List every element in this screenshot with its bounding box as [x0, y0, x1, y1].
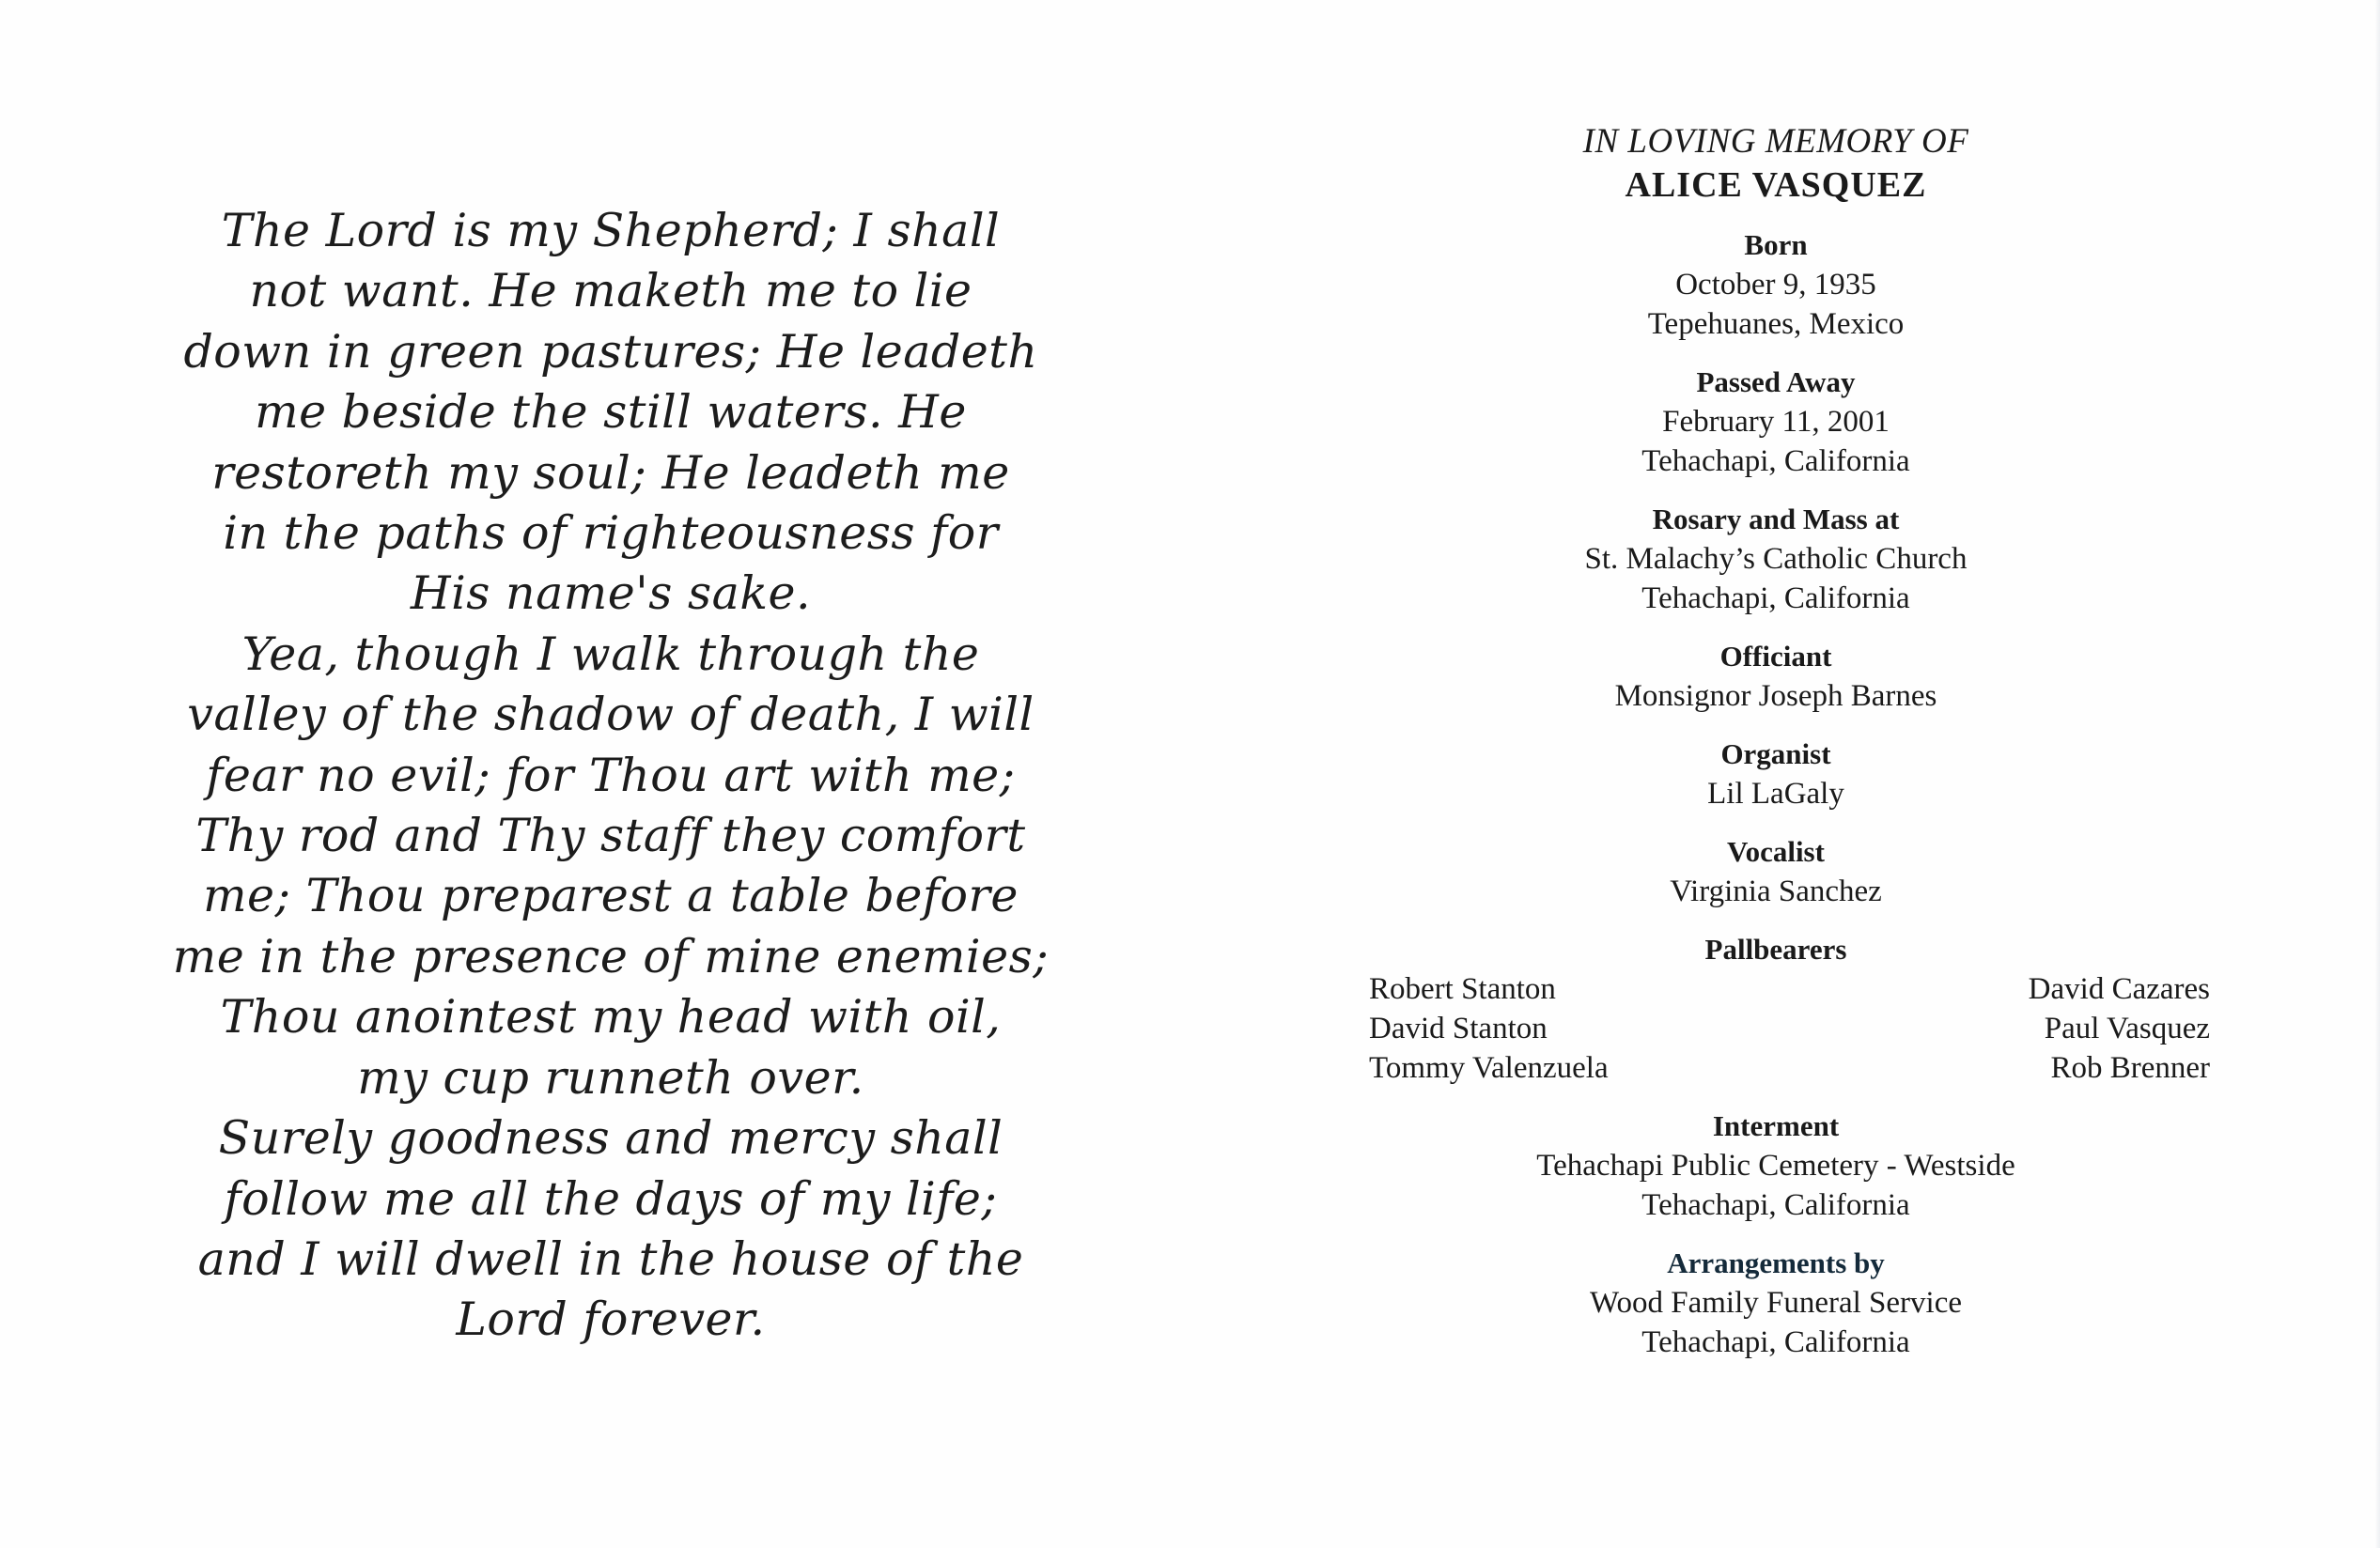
pallbearers-left-column	[1369, 969, 1609, 1088]
deceased-name: ALICE VASQUEZ	[1625, 165, 1927, 205]
pallbearers-right-column	[2029, 969, 2210, 1088]
psalm-line: Lord forever.	[456, 1293, 766, 1347]
officiant-name: Monsignor Joseph Barnes	[1614, 679, 1937, 713]
psalm-line: Thy rod and Thy staff they comfort	[195, 809, 1026, 863]
service-venue: St. Malachy’s Catholic Church	[1584, 542, 1968, 576]
vocalist-section	[1344, 832, 2208, 911]
vocalist-heading: Vocalist	[1727, 835, 1825, 868]
psalm-line: not want. He maketh me to lie	[249, 264, 972, 318]
psalm-line: down in green pastures; He leadeth	[183, 324, 1038, 379]
page-edge	[2374, 0, 2380, 1548]
funeral-home: Wood Family Funeral Service	[1589, 1286, 1963, 1320]
pallbearer-name: David Stanton	[1369, 1012, 1548, 1045]
organist-heading: Organist	[1720, 737, 1831, 770]
psalm-line: follow me all the days of my life;	[224, 1171, 998, 1226]
arrangements-section	[1344, 1244, 2208, 1362]
psalm-line: restoreth my soul; He leadeth me	[211, 445, 1010, 500]
pallbearer-name: Tommy Valenzuela	[1369, 1051, 1609, 1085]
interment-heading: Interment	[1712, 1109, 1840, 1142]
interment-section	[1344, 1107, 2208, 1225]
pallbearers-heading: Pallbearers	[1704, 933, 1847, 966]
birth-place: Tepehuanes, Mexico	[1647, 307, 1905, 341]
psalm-line: His name's sake.	[410, 566, 812, 621]
officiant-heading: Officiant	[1719, 640, 1832, 673]
psalm-line: me; Thou preparest a table before	[203, 869, 1019, 923]
passed-away-heading: Passed Away	[1696, 365, 1856, 398]
interment-location: Tehachapi Public Cemetery - Westside	[1536, 1149, 2015, 1183]
funeral-home-place: Tehachapi, California	[1641, 1325, 1910, 1359]
service-place: Tehachapi, California	[1641, 581, 1910, 615]
obituary-details	[1344, 120, 2208, 1381]
psalm-line: Yea, though I walk through the	[241, 627, 980, 681]
pallbearer-name: Rob Brenner	[2050, 1051, 2210, 1085]
psalm-line: valley of the shadow of death, I will	[187, 688, 1034, 742]
service-heading: Rosary and Mass at	[1652, 503, 1900, 535]
psalm-line: in the paths of righteousness for	[223, 506, 999, 561]
psalm-line: and I will dwell in the house of the	[197, 1231, 1024, 1286]
arrangements-heading: Arrangements by	[1667, 1246, 1885, 1279]
psalm-line: my cup runneth over.	[357, 1050, 864, 1105]
officiant-section	[1344, 637, 2208, 716]
psalm-23-text	[141, 201, 1081, 1351]
vocalist-name: Virginia Sanchez	[1670, 875, 1882, 908]
passed-away-section	[1344, 363, 2208, 481]
organist-section	[1344, 735, 2208, 813]
organist-name: Lil LaGaly	[1707, 777, 1844, 811]
psalm-line: me in the presence of mine enemies;	[172, 929, 1050, 983]
interment-place: Tehachapi, California	[1641, 1188, 1910, 1222]
death-place: Tehachapi, California	[1641, 444, 1910, 478]
psalm-line: The Lord is my Shepherd; I shall	[221, 204, 1001, 257]
pallbearer-name: David Cazares	[2028, 972, 2210, 1006]
born-section	[1344, 225, 2208, 344]
born-heading: Born	[1744, 228, 1808, 261]
memorial-heading: IN LOVING MEMORY OF	[1582, 122, 1969, 161]
psalm-line: Thou anointest my head with oil,	[220, 990, 1002, 1045]
pallbearer-name: Robert Stanton	[1369, 972, 1556, 1006]
pallbearer-name: Paul Vasquez	[2044, 1012, 2210, 1045]
psalm-line: Surely goodness and mercy shall	[218, 1111, 1003, 1166]
psalm-line: me beside the still waters. He	[255, 385, 967, 440]
pallbearers-list	[1344, 969, 2208, 1088]
birth-date: October 9, 1935	[1675, 268, 1876, 302]
psalm-line: fear no evil; for Thou art with me;	[206, 748, 1016, 802]
service-section	[1344, 500, 2208, 618]
death-date: February 11, 2001	[1662, 405, 1890, 439]
